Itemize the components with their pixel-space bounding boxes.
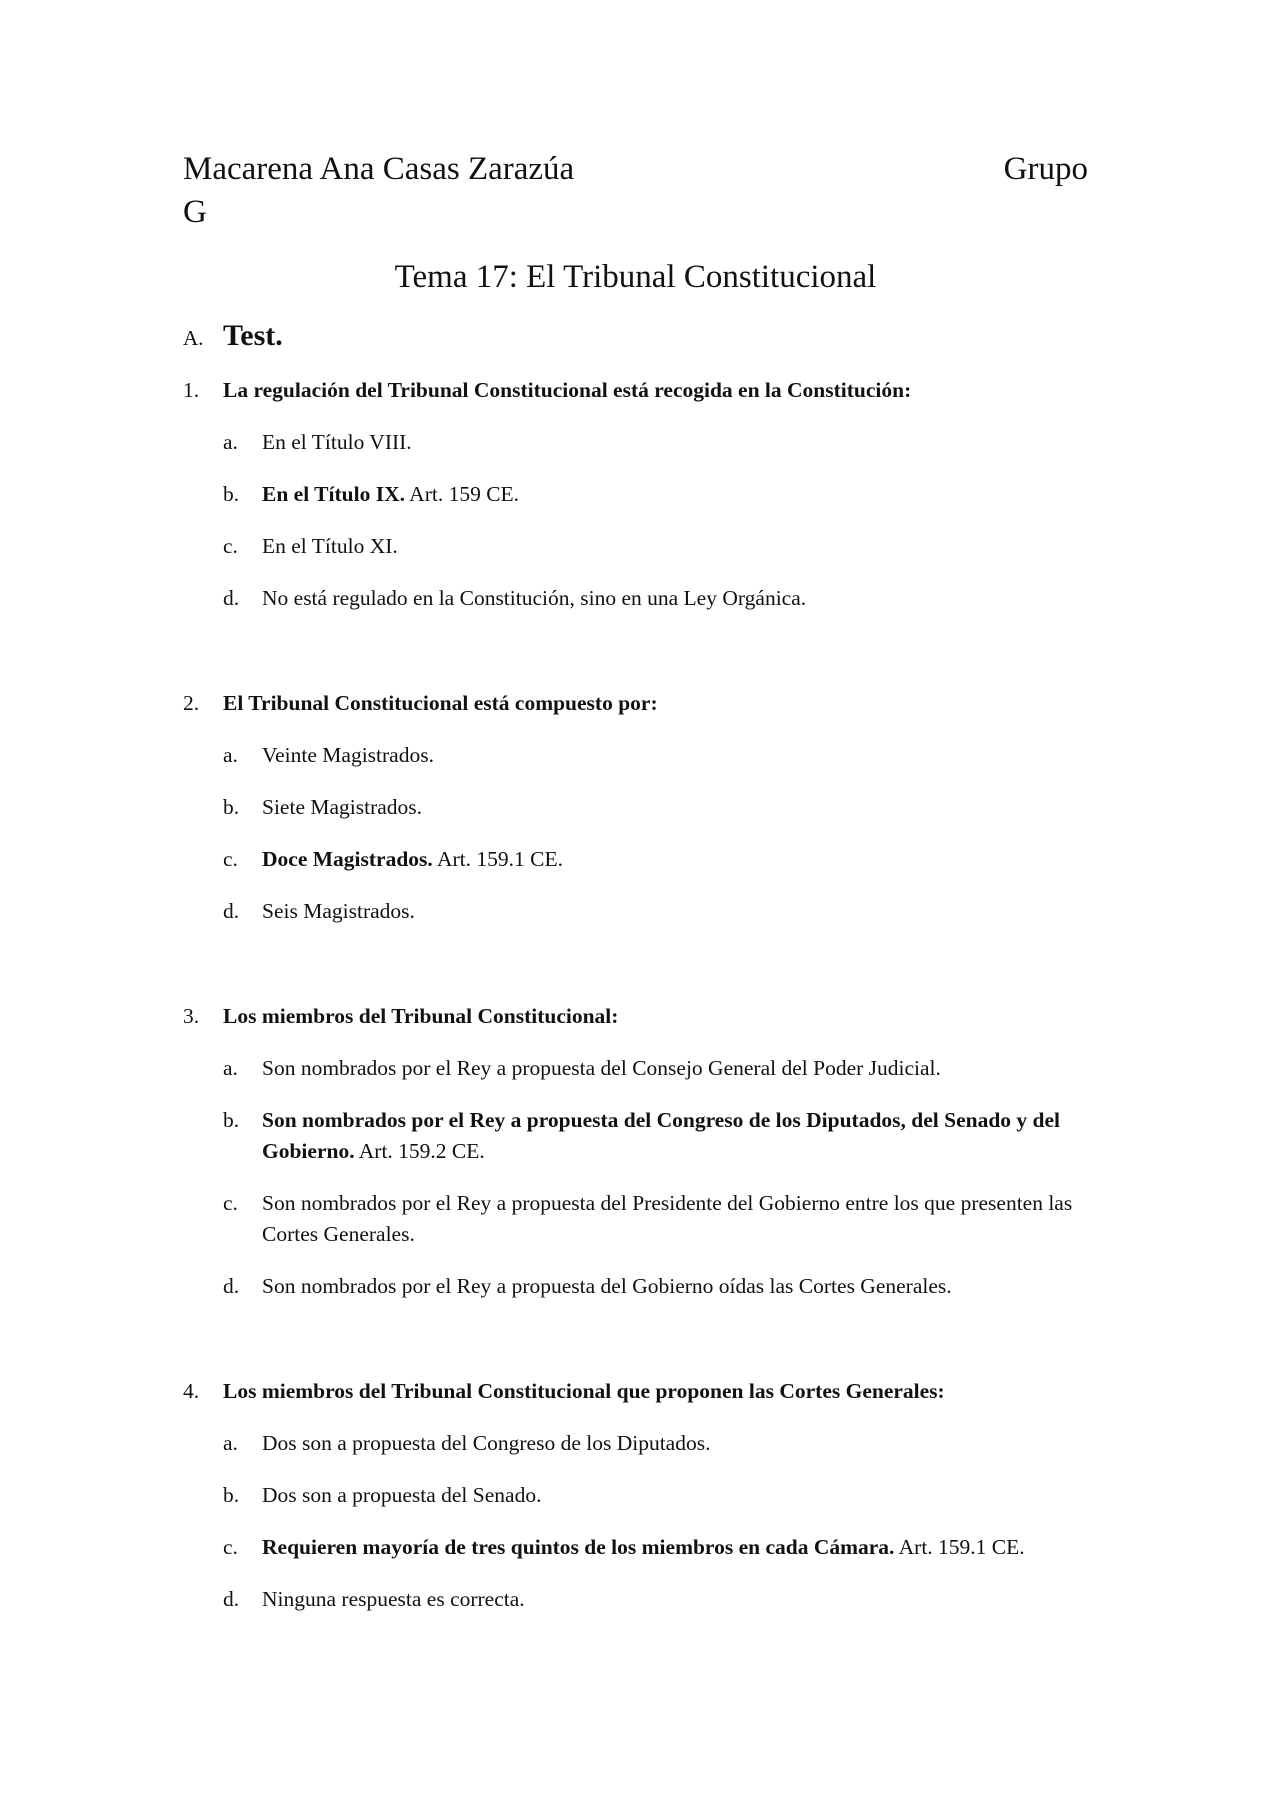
question-text: El Tribunal Constitucional está compuesto por: [223, 691, 658, 715]
option-body [262, 1480, 1088, 1511]
question-heading [183, 1001, 1088, 1032]
option-body [262, 479, 1088, 510]
option-letter: a. [223, 1431, 238, 1455]
option-body [262, 1188, 1088, 1250]
question-number: 2. [183, 691, 200, 715]
option-c [223, 531, 1088, 562]
option-body [262, 1105, 1088, 1167]
question-2 [183, 688, 1088, 927]
option-b [223, 1105, 1088, 1167]
option-answer-text: Doce Magistrados. [262, 847, 433, 871]
option-answer-text: Son nombrados por el Rey a propuesta del Congreso de los Diputados, del Senado y del Gobierno. [262, 1108, 1061, 1163]
section-label: Test. [223, 319, 283, 352]
option-a [223, 1428, 1088, 1459]
option-list [183, 740, 1088, 927]
option-text: Art. 159.1 CE. [894, 1535, 1025, 1559]
option-text: Dos son a propuesta del Congreso de los Diputados. [262, 1431, 711, 1455]
question-number: 4. [183, 1379, 200, 1403]
option-b [223, 792, 1088, 823]
question-3 [183, 1001, 1088, 1302]
option-text: No está regulado en la Constitución, sino en una Ley Orgánica. [262, 586, 807, 610]
option-letter: a. [223, 1056, 238, 1080]
option-c [223, 1188, 1088, 1250]
option-letter: b. [223, 795, 240, 819]
document-page [183, 148, 1088, 1615]
option-letter: a. [223, 430, 238, 454]
option-letter: c. [223, 847, 238, 871]
option-text: Veinte Magistrados. [262, 743, 434, 767]
group-word: Grupo [1003, 151, 1088, 187]
question-heading [183, 1376, 1088, 1407]
option-text: Art. 159 CE. [404, 482, 520, 506]
option-letter: d. [223, 1274, 240, 1298]
option-d [223, 1271, 1088, 1302]
question-heading [183, 375, 1088, 406]
author-name: Macarena Ana Casas Zarazúa [183, 151, 575, 187]
question-1 [183, 375, 1088, 614]
option-d [223, 896, 1088, 927]
option-text: En el Título XI. [262, 534, 398, 558]
option-a [223, 427, 1088, 458]
question-text: Los miembros del Tribunal Constitucional: [223, 1004, 619, 1028]
option-body [262, 1428, 1088, 1459]
group-letter: G [183, 194, 207, 230]
option-text: Son nombrados por el Rey a propuesta del Gobierno oídas las Cortes Generales. [262, 1274, 952, 1298]
option-answer-text: En el Título IX. [262, 482, 405, 506]
option-letter: c. [223, 1191, 238, 1215]
question-text: Los miembros del Tribunal Constitucional que proponen las Cortes Generales: [223, 1379, 945, 1403]
option-text: Son nombrados por el Rey a propuesta del Consejo General del Poder Judicial. [262, 1056, 941, 1080]
option-answer-text: Requieren mayoría de tres quintos de los miembros en cada Cámara. [262, 1535, 895, 1559]
option-letter: d. [223, 586, 240, 610]
option-body [262, 844, 1088, 875]
option-body [262, 583, 1088, 614]
question-heading [183, 688, 1088, 719]
option-d [223, 1584, 1088, 1615]
option-list [183, 427, 1088, 614]
option-letter: c. [223, 1535, 238, 1559]
option-letter: d. [223, 1587, 240, 1611]
option-body [262, 1053, 1088, 1084]
option-body [262, 896, 1088, 927]
option-body [262, 740, 1088, 771]
option-text: En el Título VIII. [262, 430, 412, 454]
option-b [223, 479, 1088, 510]
option-text: Ninguna respuesta es correcta. [262, 1587, 525, 1611]
option-letter: b. [223, 1483, 240, 1507]
header-line [183, 148, 1088, 191]
option-letter: a. [223, 743, 238, 767]
option-text: Seis Magistrados. [262, 899, 415, 923]
option-body [262, 1271, 1088, 1302]
option-text: Son nombrados por el Rey a propuesta del Presidente del Gobierno entre los que presenten las Cortes Generales. [262, 1191, 1073, 1246]
option-letter: b. [223, 1108, 240, 1132]
option-body [262, 792, 1088, 823]
section-heading [183, 319, 1088, 353]
option-body [262, 1584, 1088, 1615]
option-a [223, 1053, 1088, 1084]
option-letter: c. [223, 534, 238, 558]
section-marker: A. [183, 326, 204, 350]
option-body [262, 531, 1088, 562]
option-letter: b. [223, 482, 240, 506]
option-list [183, 1428, 1088, 1615]
option-list [183, 1053, 1088, 1302]
option-d [223, 583, 1088, 614]
option-c [223, 844, 1088, 875]
option-b [223, 1480, 1088, 1511]
question-list [183, 375, 1088, 1615]
option-text: Dos son a propuesta del Senado. [262, 1483, 542, 1507]
option-a [223, 740, 1088, 771]
question-4 [183, 1376, 1088, 1615]
option-c [223, 1532, 1088, 1563]
question-text: La regulación del Tribunal Constitucional está recogida en la Constitución: [223, 378, 912, 402]
question-number: 1. [183, 378, 200, 402]
question-number: 3. [183, 1004, 200, 1028]
option-text: Siete Magistrados. [262, 795, 423, 819]
option-text: Art. 159.2 CE. [354, 1139, 485, 1163]
option-text: Art. 159.1 CE. [432, 847, 563, 871]
page-title: Tema 17: El Tribunal Constitucional [394, 259, 877, 295]
option-body [262, 427, 1088, 458]
option-letter: d. [223, 899, 240, 923]
option-body [262, 1532, 1088, 1563]
